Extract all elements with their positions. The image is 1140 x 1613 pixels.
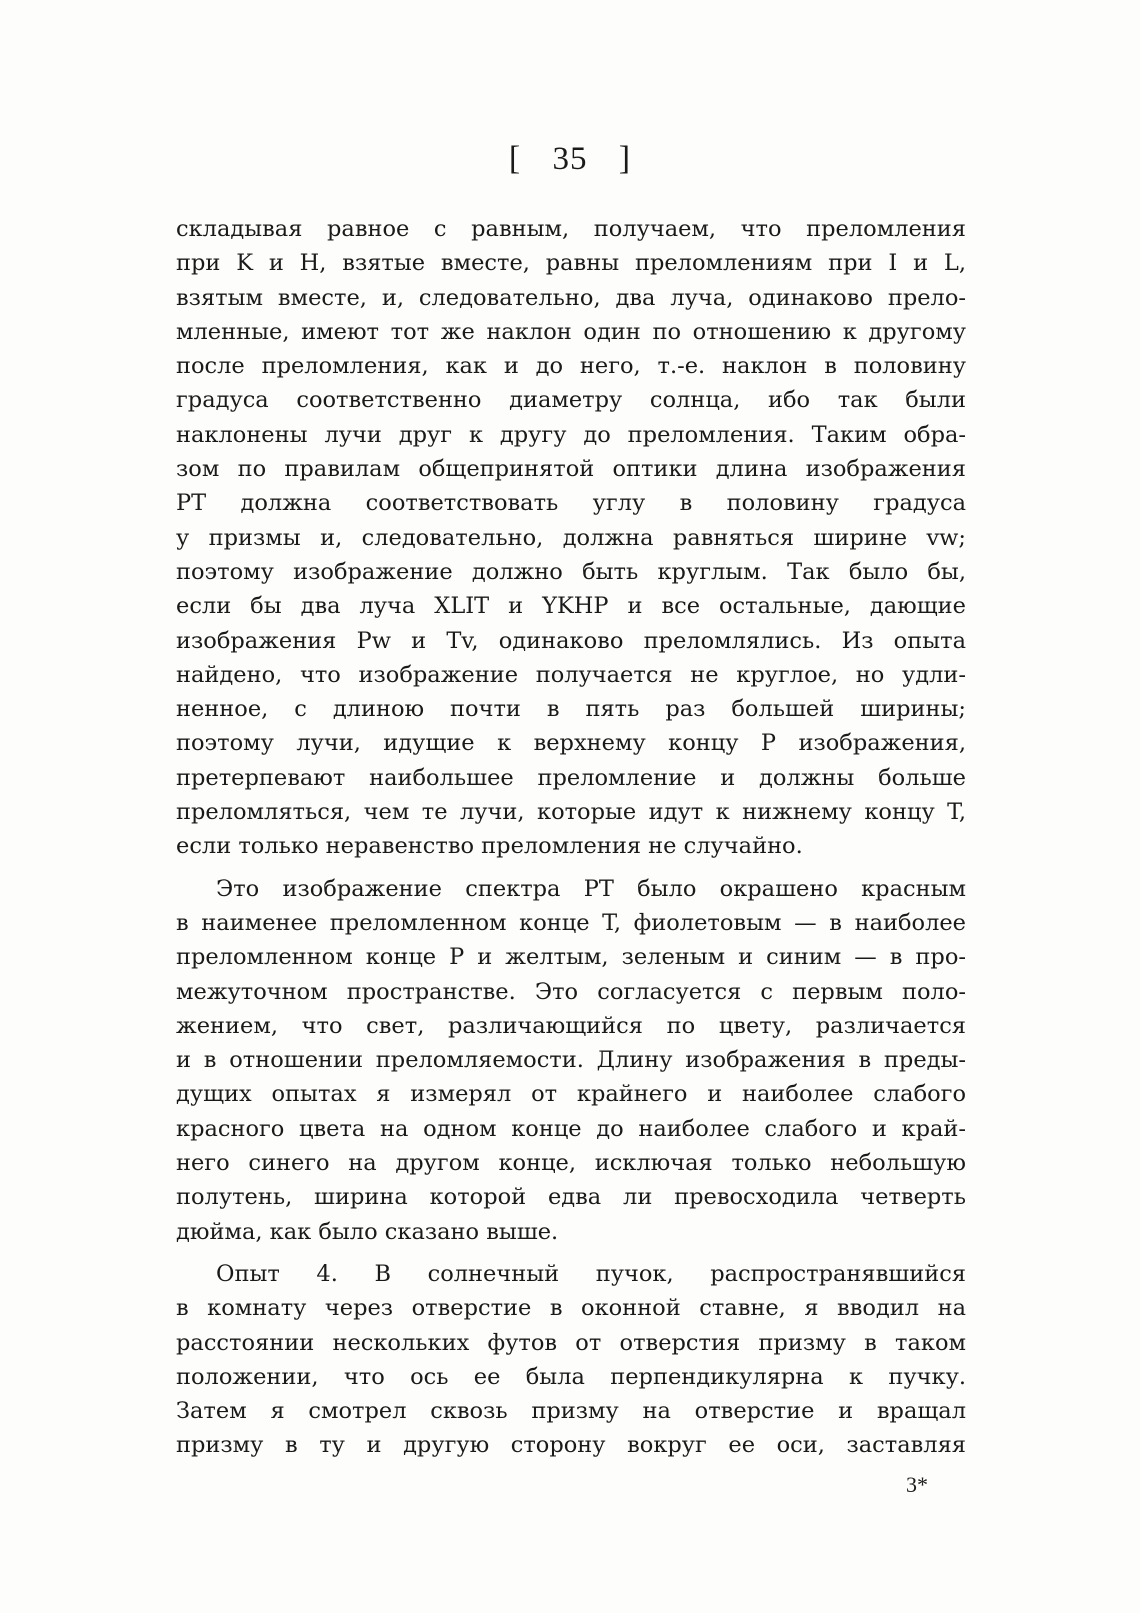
text-line: поэтому изображение должно быть круглым. Так было бы, bbox=[176, 558, 966, 585]
text-line: дущих опытах я измерял от крайнего и наиболее слабого bbox=[176, 1081, 966, 1108]
text-line: при K и H, взятые вместе, равны преломлениям при I и L, bbox=[176, 250, 966, 277]
page-header bbox=[0, 140, 1140, 178]
text-line: межуточном пространстве. Это согласуется с первым поло- bbox=[176, 978, 966, 1005]
text-line: положении, что ось ее была перпендикулярна к пучку. bbox=[176, 1363, 966, 1390]
text-line: наклонены лучи друг к другу до преломления. Таким обра- bbox=[176, 421, 966, 448]
text-line: дюйма, как было сказано выше. bbox=[176, 1218, 559, 1245]
text-line: поэтому лучи, идущие к верхнему концу P изображения, bbox=[176, 730, 966, 757]
text-line: и в отношении преломляемости. Длину изображения в преды- bbox=[176, 1047, 966, 1074]
text-line: призму в ту и другую сторону вокруг ее оси, заставляя bbox=[176, 1432, 966, 1459]
text-line: Затем я смотрел сквозь призму на отверстие и вращал bbox=[176, 1398, 966, 1425]
paragraph bbox=[176, 212, 966, 864]
text-line: найдено, что изображение получается не круглое, но удли- bbox=[176, 661, 966, 688]
text-line: мленные, имеют тот же наклон один по отношению к другому bbox=[176, 318, 966, 345]
page-number: 35 bbox=[552, 141, 588, 177]
text-line: претерпевают наибольшее преломление и должны больше bbox=[176, 764, 966, 791]
paragraph bbox=[176, 1257, 966, 1463]
text-line: преломленном конце P и желтым, зеленым и синим — в про- bbox=[176, 944, 966, 971]
text-line: полутень, ширина которой едва ли превосходила четверть bbox=[176, 1184, 966, 1211]
text-line: Это изображение спектра PT было окрашено красным bbox=[216, 875, 966, 902]
text-line: расстоянии нескольких футов от отверстия призму в таком bbox=[176, 1329, 966, 1356]
text-line: в наименее преломленном конце T, фиолетовым — в наиболее bbox=[176, 909, 966, 936]
text-line: после преломления, как и до него, т.-е. наклон в половину bbox=[176, 353, 966, 380]
text-line: если только неравенство преломления не случайно. bbox=[176, 833, 803, 860]
text-line: преломляться, чем те лучи, которые идут к нижнему концу T, bbox=[176, 799, 966, 826]
bracket-open: [ bbox=[508, 140, 522, 177]
text-line: у призмы и, следовательно, должна равняться ширине vw; bbox=[176, 524, 966, 551]
text-line: него синего на другом конце, исключая только небольшую bbox=[176, 1150, 966, 1177]
text-line: изображения Pw и Tv, одинаково преломлялись. Из опыта bbox=[176, 627, 966, 654]
text-line: Опыт 4. В солнечный пучок, распространявшийся bbox=[216, 1260, 966, 1287]
bracket-close: ] bbox=[618, 140, 632, 177]
text-line: если бы два луча XLIT и YKHP и все остальные, дающие bbox=[176, 593, 966, 620]
text-line: складывая равное с равным, получаем, что преломления bbox=[176, 216, 966, 242]
signature-mark: 3* bbox=[906, 1472, 928, 1497]
text-line: красного цвета на одном конце до наиболее слабого и край- bbox=[176, 1115, 966, 1142]
text-line: градуса соответственно диаметру солнца, ибо так были bbox=[176, 387, 966, 414]
text-line: зом по правилам общепринятой оптики длина изображения bbox=[176, 456, 966, 483]
text-line: жением, что свет, различающийся по цвету, различается bbox=[176, 1012, 966, 1039]
text-line: ненное, с длиною почти в пять раз большей ширины; bbox=[176, 696, 966, 723]
text-line: взятым вместе, и, следовательно, два луча, одинаково прело- bbox=[176, 284, 966, 311]
paragraph bbox=[176, 872, 966, 1249]
page-body bbox=[176, 212, 966, 1463]
text-line: в комнату через отверстие в оконной ставне, я вводил на bbox=[176, 1295, 966, 1322]
text-line: PT должна соответствовать углу в половину градуса bbox=[176, 490, 966, 517]
